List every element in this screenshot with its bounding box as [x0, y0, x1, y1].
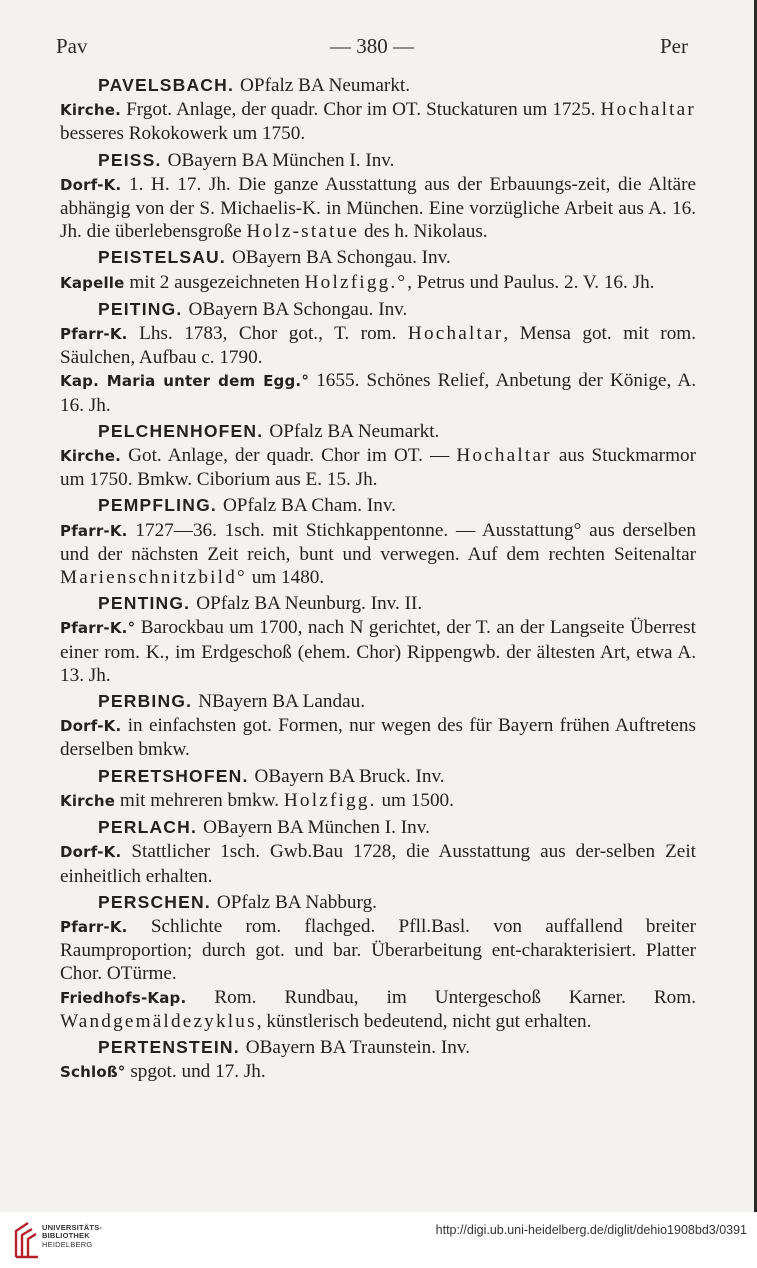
place-name: PELCHENHOFEN.	[98, 420, 264, 441]
region-info: NBayern BA Landau.	[198, 691, 365, 713]
entry-text	[60, 98, 696, 145]
library-name-line2: BIBLIOTHEK	[42, 1231, 90, 1241]
region-info: OPfalz BA Neumarkt.	[269, 420, 440, 442]
entry-text	[60, 322, 696, 369]
entry-text	[60, 519, 696, 590]
text: Stattlicher 1sch. Gwb.Bau 1728, die Ausstattung aus der-selben Zeit einheitlich erhalten.	[60, 841, 696, 887]
keyword: Dorf-K.	[60, 843, 122, 862]
entry-text	[60, 986, 696, 1033]
header-left: Pav	[56, 34, 88, 58]
spaced-term: Marienschnitzbild°	[60, 567, 247, 589]
entry-text	[60, 616, 696, 687]
text: aus Stuckmarmor um 1750. Bmkw. Ciborium aus E. 15. Jh.	[60, 445, 696, 491]
place-name: PEITING.	[98, 298, 183, 319]
entry-heading	[60, 420, 696, 443]
text: mit mehreren bmkw.	[115, 789, 284, 811]
entry-heading	[60, 1036, 696, 1059]
library-name	[42, 1224, 102, 1249]
place-name: PAVELSBACH.	[98, 75, 235, 95]
entry	[60, 690, 696, 762]
entry-heading	[60, 494, 696, 517]
spaced-term: Hochaltar	[407, 323, 504, 345]
text: Barockbau um 1700, nach N gerichtet, der T. an der Langseite Überrest einer rom. K., im Erdgeschoß (ehem. Chor) Rippengwb. der ältesten Art, etwa A. 13. Jh.	[60, 617, 696, 686]
place-name: PERETSHOFEN.	[98, 765, 249, 786]
place-name: PERSCHEN.	[98, 891, 211, 912]
entry-text	[60, 173, 696, 244]
keyword: Kirche.	[60, 447, 122, 466]
text: Got. Anlage, der quadr. Chor im OT. —	[121, 445, 457, 467]
entry-heading	[60, 765, 696, 788]
spaced-term: Holz-statue	[246, 221, 360, 243]
keyword: Pfarr-K.	[60, 325, 128, 344]
text: Schlichte rom. flachged. Pfll.Basl. von auffallend breiter Raumproportion; durch got. und bar. Überarbeitung ent-charakterisiert. Platter Chor. OTürme.	[60, 915, 696, 985]
text: , Petrus und Paulus. 2. V. 16. Jh.	[407, 271, 655, 293]
entry	[60, 298, 696, 417]
spaced-term: Hochaltar	[456, 445, 552, 467]
place-name: PERBING.	[98, 691, 193, 712]
place-name: PEISS.	[98, 149, 162, 170]
entry-heading	[60, 298, 696, 321]
text: Rom. Rundbau, im Untergeschoß Karner. Rom.	[186, 986, 696, 1008]
entry	[60, 74, 696, 146]
spaced-term: Holzfigg.°	[304, 271, 408, 293]
text: 1. H. 17. Jh. Die ganze Ausstattung aus der Erbauungs-zeit, die Altäre abhängig von der S. Michaelis-K. in München. Eine vorzügliche Arbeit aus A. 16. Jh. die überlebensgroße	[60, 173, 696, 243]
keyword: Pfarr-K.	[60, 521, 128, 540]
entry-heading	[60, 246, 696, 269]
region-info: OPfalz BA Cham. Inv.	[222, 495, 396, 517]
entry	[60, 149, 696, 244]
entry-heading	[60, 816, 696, 839]
header-right: Per	[660, 34, 688, 58]
text: um 1500.	[376, 789, 454, 811]
entry	[60, 246, 696, 294]
text: um 1480.	[246, 567, 325, 589]
text: Lhs. 1783, Chor got., T. rom.	[127, 323, 408, 345]
source-url-link[interactable]: http://digi.ub.uni-heidelberg.de/diglit/dehio1908bd3/0391	[435, 1223, 747, 1237]
page-content	[60, 74, 696, 1087]
entry-heading	[60, 149, 696, 172]
place-name: PEISTELSAU.	[98, 247, 226, 268]
entry-text	[60, 789, 696, 813]
entry-heading	[60, 891, 696, 914]
place-name: PEMPFLING.	[98, 495, 217, 516]
region-info: OBayern BA Schongau. Inv.	[188, 298, 408, 320]
entry-heading	[60, 690, 696, 713]
text: 1727—36. 1sch. mit Stichkappentonne. — Ausstattung° aus derselben und der nächsten Zeit reich, bunt und verwegen. Auf dem rechten Seitenaltar	[60, 519, 696, 565]
footer-bar	[0, 1212, 757, 1268]
keyword: Kirche.	[60, 101, 122, 120]
keyword: Kap. Maria unter dem Egg.°	[60, 372, 310, 391]
entry	[60, 891, 696, 1033]
text: Frgot. Anlage, der quadr. Chor im OT. Stuckaturen um 1725.	[121, 99, 601, 121]
entry-heading	[60, 592, 696, 615]
entry	[60, 1036, 696, 1084]
place-name: PENTING.	[98, 593, 191, 614]
entry	[60, 816, 696, 888]
region-info: OBayern BA Bruck. Inv.	[254, 765, 445, 787]
place-name: PERTENSTEIN.	[98, 1036, 240, 1057]
text: des h. Nikolaus.	[359, 221, 488, 243]
entry-text	[60, 1060, 696, 1084]
place-name: PERLACH.	[98, 817, 198, 838]
region-info: OPfalz BA Neunburg. Inv. II.	[196, 593, 423, 615]
entry	[60, 765, 696, 813]
region-info: OBayern BA München I. Inv.	[203, 817, 430, 839]
text: 1655. Schönes Relief, Anbetung der Könige, A. 16. Jh.	[60, 370, 696, 416]
keyword: Dorf-K.	[60, 717, 122, 736]
spaced-term: Hochaltar	[600, 99, 696, 121]
running-header	[56, 34, 688, 60]
entry-text	[60, 840, 696, 887]
keyword: Kapelle	[60, 273, 125, 292]
text: , künstlerisch bedeutend, nicht gut erhalten.	[256, 1010, 592, 1032]
entry-text	[60, 444, 696, 491]
entry-text	[60, 915, 696, 986]
text: , Mensa got. mit rom. Säulchen, Aufbau c. 1790.	[60, 323, 697, 369]
text: in einfachsten got. Formen, nur wegen des für Bayern frühen Auftretens derselben bmkw.	[60, 715, 696, 761]
text: mit 2 ausgezeichneten	[124, 271, 305, 293]
entry-heading	[60, 74, 696, 97]
keyword: Schloß°	[60, 1063, 126, 1082]
keyword: Dorf-K.	[60, 175, 122, 194]
region-info: OBayern BA Traunstein. Inv.	[245, 1036, 470, 1058]
keyword: Pfarr-K.	[60, 917, 128, 936]
entry-text	[60, 271, 696, 295]
region-info: OPfalz BA Nabburg.	[216, 891, 377, 913]
entry	[60, 592, 696, 687]
spaced-term: Holzfigg.	[283, 789, 377, 811]
text: besseres Rokokowerk um 1750.	[60, 123, 306, 145]
entry	[60, 494, 696, 589]
text: spgot. und 17. Jh.	[125, 1061, 266, 1083]
region-info: OBayern BA München I. Inv.	[167, 149, 395, 171]
keyword: Friedhofs-Kap.	[60, 988, 187, 1007]
keyword: Kirche	[60, 791, 116, 810]
library-name-line1: UNIVERSITÄTS-	[42, 1223, 103, 1232]
page-number: — 380 —	[330, 34, 414, 58]
region-info: OPfalz BA Neumarkt.	[240, 75, 411, 96]
entry-text	[60, 714, 696, 761]
keyword: Pfarr-K.°	[60, 619, 136, 638]
entry	[60, 420, 696, 492]
library-name-line3: HEIDELBERG	[42, 1239, 93, 1249]
region-info: OBayern BA Schongau. Inv.	[231, 247, 451, 269]
entry-text	[60, 369, 696, 416]
spaced-term: Wandgemäldezyklus	[60, 1010, 257, 1032]
